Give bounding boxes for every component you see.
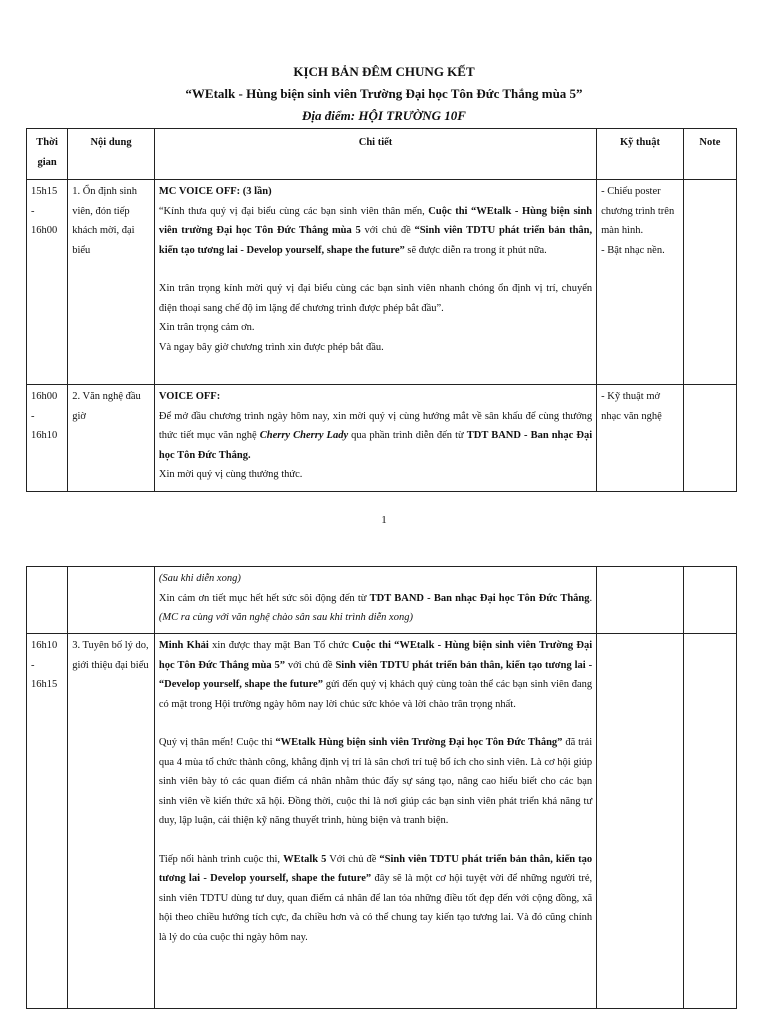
detail-bold: “Sinh viên TDTU phát triển bản thân, kiến tạo tương lai - Develop yourself, shape the future” [158,225,593,256]
detail-text: xin được thay mặt Ban Tổ chức [208,640,353,651]
detail-text: Để mở đầu chương trình ngày hôm nay, xin mời quý vị cùng hướng mắt về sân khấu để cùng thưởng thức tiết mục văn nghệ [158,410,593,441]
detail-text: sẽ được diễn ra trong ít phút nữa. [404,244,547,256]
detail-text: với chủ đề [285,659,336,671]
cell-detail [154,634,596,1009]
detail-text: Và ngay bây giờ chương trình xin được phép bắt đầu. [158,341,384,353]
cell-detail [154,385,596,492]
table-row [27,567,737,634]
cell-content [68,567,155,634]
cell-technical [597,180,684,385]
document-subtitle: “WEtalk - Hùng biện sinh viên Trường Đại học Tôn Đức Thắng mùa 5” [185,86,583,101]
header-content: Nội dung [68,129,155,180]
cell-detail [154,180,596,385]
cell-time: 15h15 - 16h00 [27,180,68,385]
detail-text: đây sẽ là một cơ hội tuyệt vời để những người trẻ, sinh viên TDTU dùng tư duy, quan điểm cá nhân để lan tỏa những điều tốt đẹp đến với cộng đồng, xã hội theo chiều hướng tích cực, đa chiều hơn và có thể chung tay kiến tạo tương lai. Và đó cũng chính là lý do của cuộc thi ngày hôm nay. [158,873,593,943]
detail-bold: Cuộc thi “WEtalk - Hùng biện sinh viên Trường Đại học Tôn Đức Thắng mùa 5” [158,640,593,671]
detail-stage-note: (MC ra cùng với văn nghệ chào sân sau khi trình diễn xong) [158,612,413,623]
table-row [27,385,737,492]
detail-bold: Cuộc thi “WEtalk - Hùng biện sinh viên trường Đại học Tôn Đức Thắng mùa 5 [158,205,593,236]
cell-technical [597,385,684,492]
detail-song-title: Cherry Cherry Lady [259,430,349,441]
detail-text: Xin trân trọng kính mời quý vị đại biểu cùng các bạn sinh viên nhanh chóng ổn định vị trí, chuyển điện thoại sang chế độ im lặng để chương trình được phép bắt đầu”. [158,283,593,314]
technical-text: - Kỹ thuật mở nhạc văn nghệ [601,391,662,422]
detail-bold: TDT BAND - Ban nhạc Đại học Tôn Đức Thắng [369,592,590,604]
detail-stage-note: (Sau khi diễn xong) [158,573,241,584]
detail-bold: “WEtalk Hùng biện sinh viên Trường Đại học Tôn Đức Thắng” [275,737,563,748]
cell-content: 2. Văn nghệ đầu giờ [68,385,155,492]
detail-text: Xin cảm ơn tiết mục hết hết sức sôi động đến từ [158,592,370,604]
detail-bold: Sinh viên TDTU phát triển bản thân, kiến tạo tương lai - “Develop yourself, shape the future” [158,659,593,690]
document-venue: Địa điểm: HỘI TRƯỜNG 10F [302,108,466,123]
detail-speaker: Minh Khải [158,640,209,651]
detail-heading: VOICE OFF: [158,391,221,402]
header-time: Thời gian [27,129,68,180]
detail-text: gửi đến quý vị khách quý cùng toàn thể các bạn sinh viên đang có mặt trong Hội trường ngày hôm nay lời chúc sức khỏe và lời chào trân trọng nhất. [158,679,593,710]
table-row [27,180,737,385]
detail-bold: TDT BAND - Ban nhạc Đại học Tôn Đức Thắng. [158,430,593,461]
cell-technical [597,567,684,634]
page-number: 1 [381,514,387,526]
script-table-page-1 [26,128,737,492]
cell-note [683,385,736,492]
cell-note [683,180,736,385]
script-table-page-2 [26,566,737,1009]
cell-detail [154,567,596,634]
detail-text: qua phần trình diễn đến từ [348,430,467,441]
table-row [27,634,737,1009]
detail-text: Quý vị thân mến! Cuộc thi [158,737,276,748]
cell-time: 16h10 - 16h15 [27,634,68,1009]
detail-text: đã trải qua 4 mùa tổ chức thành công, khẳng định vị trí là sân chơi trí tuệ bổ ích cho sinh viên. Là cơ hội giúp sinh viên bày tỏ các quan điểm cá nhân nhằm thúc đẩy sự sáng tạo, nâng cao hiểu biết cho các bạn sinh viên về kiến thức xã hội. Đồng thời, cuộc thi là nơi giúp các bạn sinh viên phát triển khả năng tư duy, lập luận, cải thiện kỹ năng thuyết trình, hùng biện và tranh biện. [158,737,593,826]
header-note: Note [683,129,736,180]
detail-heading: MC VOICE OFF: (3 lần) [158,186,272,197]
table-header-row [27,129,737,180]
document-title: KỊCH BẢN ĐÊM CHUNG KẾT [293,64,475,79]
detail-text: Xin mời quý vị cùng thưởng thức. [158,469,303,480]
cell-time [27,567,68,634]
cell-time: 16h00 - 16h10 [27,385,68,492]
detail-text: Với chủ đề [326,853,380,865]
technical-text: - Bật nhạc nền. [601,244,665,256]
header-technical: Kỹ thuật [597,129,684,180]
detail-text: Xin trân trọng cảm ơn. [158,322,255,333]
technical-text: - Chiếu poster chương trình trên màn hình. [601,186,675,236]
document-page-2 [0,540,768,1024]
detail-bold: WEtalk 5 [283,853,327,865]
detail-text: “Kính thưa quý vị đại biểu cùng các bạn sinh viên thân mến, [158,205,429,217]
detail-text: với chủ đề [360,225,415,236]
detail-text: Tiếp nối hành trình cuộc thi, [158,853,284,865]
detail-text: . [589,592,593,604]
header-detail: Chi tiết [154,129,596,180]
detail-bold: “Sinh viên TDTU phát triển bản thân, kiến tạo tương lai - Develop yourself, shape the future” [158,853,593,884]
cell-technical [597,634,684,1009]
cell-content: 1. Ổn định sinh viên, đón tiếp khách mời, đại biểu [68,180,155,385]
cell-content: 3. Tuyên bố lý do, giới thiệu đại biểu [68,634,155,1009]
cell-note [683,567,736,634]
cell-note [683,634,736,1009]
